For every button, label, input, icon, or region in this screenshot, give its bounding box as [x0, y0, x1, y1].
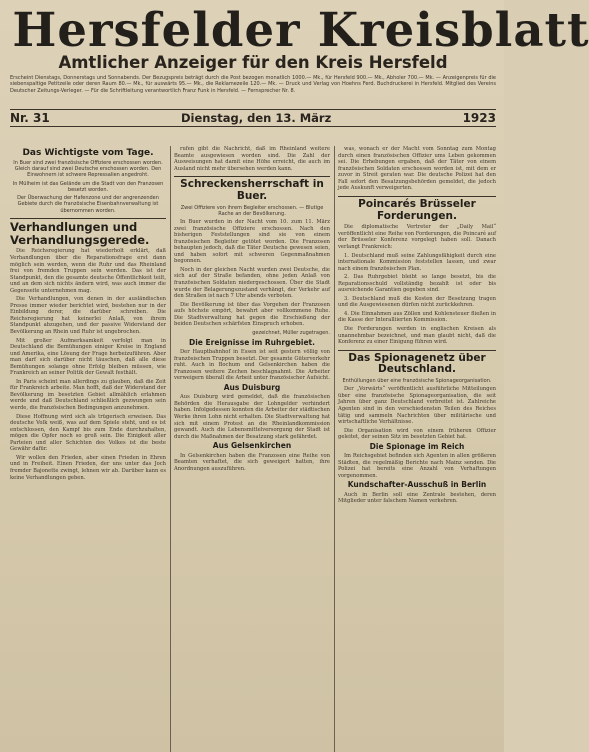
- column-separator: [334, 146, 335, 752]
- article-paragraph: 1. Deutschland muß seine Zahlungsfähigkeit durch eine internationale Kommission feststellen lassen, und zwar nach einem französischen Plan.: [338, 252, 496, 272]
- column-1: [10, 146, 166, 752]
- article-title: Schreckensherrschaft in Buer.: [180, 178, 324, 202]
- column-3: [338, 146, 496, 752]
- section-rule: [174, 176, 330, 177]
- section-rule: [10, 218, 166, 219]
- article-paragraph: In Paris scheint man allerdings zu glauben, daß die Zeit für Frankreich arbeite. Man hofft, daß der Widerstand der Bevölkerung im besetzten Gebiet allmählich erlahmen werde und daß Deutschland schließlich gezwungen sein werde, die französischen Bedingungen anzunehmen.: [10, 378, 166, 412]
- columns: [10, 146, 496, 752]
- subheading: Die Ereignisse im Ruhrgebiet.: [189, 337, 315, 347]
- article-paragraph: Die Reichsregierung hat wiederholt erklärt, daß Verhandlungen über die Reparationsfrage erst dann möglich sein werden, wenn die Ruhr und das Rheinland frei von fremden Truppen sein werden. Das ist der Standpunkt, den die gesamte deutsche Öffentlichkeit teilt, und an dem sich nichts ändern wird, was auch immer die Gegenseite unternehmen mag.: [10, 248, 166, 294]
- article-paragraph: In Gelsenkirchen haben die Franzosen eine Reihe von Beamten verhaftet, die sich geweigert hatten, ihre Anordnungen auszuführen.: [174, 452, 330, 472]
- imprint-notice: Erscheint Dienstags, Donnerstags und Sonnabends. Der Bezugspreis beträgt durch die Post bezogen monatlich 1000.— Mk., für Hersfeld 900.— Mk., Abholer 700.— Mk. — Anzeigenpreis für die siebenspaltige Petitzeile oder deren Raum 80.— Mk., für auswärts 95.— Mk., die Reklamezeile 120.— Mk. — Druck und Verlag von Hoehns Ferd. Buchdruckerei in Hersfeld. Mitglied des Vereins Deutscher Zeitungs-Verleger. — Für die Schriftleitung verantwortlich Franz Funk in Hersfeld. — Fernsprecher Nr. 8.: [10, 75, 496, 94]
- news-summary-item: In Buer sind zwei französische Offiziere erschossen worden. Gleich darauf sind zwei Deutsche erschossen worden. Den Einwohnern ist schwere Repressalien angedroht.: [13, 160, 163, 179]
- subheading: Aus Duisburg: [223, 382, 281, 392]
- article-paragraph: Der „Vorwärts“ veröffentlicht ausführliche Mitteilungen über eine französische Spionageorganisation, die seit Jahren über ganz Deutschland verbreitet ist. Zahlreiche Agenten sind in den verschiedensten Teilen des Reiches tätig und sammeln Nachrichten über militärische und wirtschaftliche Verhältnisse.: [338, 386, 496, 426]
- article-paragraph: Auch in Berlin soll eine Zentrale bestehen, deren Mitglieder unter falschem Namen verkehren.: [338, 491, 496, 505]
- article-paragraph: Die diplomatische Vertreter der „Daily Mail“ veröffentlicht eine Reihe von Forderungen, die Poincaré auf der Brüsseler Konferenz vorgelegt haben soll. Danach verlangt Frankreich:: [338, 224, 496, 250]
- article-title: Das Spionagenetz über Deutschland.: [348, 351, 486, 376]
- subheading: Kundschafter-Ausschuß in Berlin: [347, 480, 487, 490]
- subheading: Aus Gelsenkirchen: [212, 441, 292, 451]
- masthead-subtitle: Amtlicher Anzeiger für den Kreis Hersfeld: [58, 53, 448, 72]
- issue-year: 1923: [462, 111, 496, 125]
- section-rule: [338, 196, 496, 197]
- article-paragraph: Diese Hoffnung wird sich als trügerisch erweisen. Das deutsche Volk weiß, was auf dem Spiele steht, und es ist entschlossen, den Kampf bis zum Ende durchzuhalten, mögen die Opfer noch so groß sein. Die Einigkeit aller Parteien und aller Schichten des Volkes ist die beste Gewähr dafür.: [10, 413, 166, 453]
- article-title: Verhandlungen und Verhandlungsgerede.: [10, 219, 150, 247]
- article-lead: Zwei Offiziere von ihrem Begleiter erschossen. — Blutige Rache an der Bevölkerung.: [180, 204, 324, 217]
- article-paragraph: Aus Duisburg wird gemeldet, daß die französischen Behörden die Herausgabe der Lohngelder verhindert haben. Infolgedessen konnten die Arbeiter der städtischen Werke ihren Lohn nicht erhalten. Die Stadtverwaltung hat sich mit einem Protest an die Rheinlandkommission gewandt. Auch die Lebensmittelversorgung der Stadt ist durch die Maßnahmen der Besatzung stark gefährdet.: [174, 394, 330, 440]
- article-paragraph: Die Bevölkerung ist über das Vorgehen der Franzosen aufs höchste empört, bewahrt aber vollkommene Ruhe. Die Stadtverwaltung hat gegen die Erschießung der beiden Deutschen schärfsten Einspruch erhoben.: [174, 301, 330, 328]
- article-paragraph: Mit großer Aufmerksamkeit verfolgt man in Deutschland die Bemühungen einiger Kreise in England und Amerika, eine Lösung der Frage herbeizuführen. Aber man darf sich darüber nicht täuschen, daß alle diese Bemühungen solange ohne Erfolg bleiben müssen, wie Frankreich an seiner Politik der Gewalt festhält.: [10, 337, 166, 377]
- news-summary-item: Der Überwachung der Hafenzone und der angrenzenden Gebiete durch die französische Eisenbahnverwaltung ist übernommen worden.: [17, 195, 159, 214]
- article-paragraph: In Buer wurden in der Nacht vom 10. zum 11. März zwei französische Offiziere erschossen. Nach den bisherigen Feststellungen sind sie von einem französischen Begleiter getötet worden. Die Franzosen behaupten jedoch, daß die Täter Deutsche gewesen seien, und haben sofort mit schweren Gegenmaßnahmen begonnen.: [174, 219, 330, 265]
- article-paragraph: rufen gibt die Nachricht, daß im Rheinland weitere Beamte ausgewiesen worden sind. Die Zahl der Ausweisungen hat damit eine Höhe erreicht, die auch im Ausland nicht mehr übersehen werden kann.: [174, 146, 330, 172]
- subheading: Die Spionage im Reich: [369, 441, 465, 451]
- article-paragraph: was, wonach er der Macht vom Sonntag zum Montag durch einen französischen Offizier ums Leben gekommen sei. Die Erhebungen ergaben, daß der Täter von einem französischen Soldaten erschossen worden ist, mit dem er zuvor in Streit geraten war. Die deutsche Polizei hat den Fall sofort den Besatzungsbehörden gemeldet, die jedoch jede Auskunft verweigerten.: [338, 146, 496, 192]
- article-signature: gezeichnet, Müller zugetragen.: [252, 329, 330, 336]
- article-paragraph: 2. Das Ruhrgebiet bleibt so lange besetzt, bis die Reparationsschuld vollständig bezahlt ist oder bis ausreichende Garantien gegeben sind.: [338, 274, 496, 294]
- masthead-title: Hersfelder Kreisblatt: [12, 3, 589, 58]
- dateline: [10, 110, 496, 127]
- column-2: [174, 146, 330, 752]
- article-paragraph: 3. Deutschland muß die Kosten der Besetzung tragen und die Ausgewiesenen dürfen nicht zurückkehren.: [338, 295, 496, 309]
- article-paragraph: 4. Die Einnahmen aus Zöllen und Kohlensteuer fließen in die Kasse der Interalliierten Kommission.: [338, 310, 496, 324]
- article-paragraph: Noch in der gleichen Nacht wurden zwei Deutsche, die sich auf der Straße befanden, ohne jeden Anlaß von französischen Soldaten niedergeschossen. Über die Stadt wurde der Belagerungszustand verhängt, der Verkehr auf den Straßen ist nach 7 Uhr abends verboten.: [174, 266, 330, 300]
- article-paragraph: Die Organisation wird von einem früheren Offizier geleitet, der seinen Sitz im besetzten Gebiet hat.: [338, 427, 496, 441]
- article-paragraph: Die Forderungen werden in englischen Kreisen als unannehmbar bezeichnet, und man glaubt nicht, daß die Konferenz zu einer Einigung führen wird.: [338, 325, 496, 346]
- column-separator: [170, 146, 171, 752]
- issue-number: Nr. 31: [10, 111, 50, 125]
- article-title: Poincarés Brüsseler Forderungen.: [358, 197, 476, 222]
- article-paragraph: Im Reichsgebiet befinden sich Agenten in allen größeren Städten, die regelmäßig Berichte nach Mainz senden. Die Polizei hat bereits eine Anzahl von Verhaftungen vorgenommen.: [338, 453, 496, 479]
- issue-date: Dienstag, den 13. März: [180, 111, 332, 125]
- article-paragraph: Der Hauptbahnhof in Essen ist seit gestern völlig von französischen Truppen besetzt. Der gesamte Güterverkehr ruht. Auch in Bochum und Gelsenkirchen haben die Franzosen weitere Zechen beschlagnahmt. Die Arbeiter verweigern überall die Arbeit unter französischer Aufsicht.: [174, 349, 330, 382]
- section-rule: [338, 350, 496, 351]
- news-summary-title: Das Wichtigste vom Tage.: [22, 148, 154, 158]
- article-paragraph: Wir wollen den Frieden, aber einen Frieden in Ehren und in Freiheit. Einen Frieden, der uns unter das Joch fremder Bajonette zwingt, lehnen wir ab. Darüber kann es keine Verhandlungen geben.: [10, 454, 166, 481]
- article-lead: Enthüllungen über eine französische Spionageorganisation.: [342, 378, 492, 385]
- news-summary-item: In Mülheim ist das Gelände um die Stadt von den Franzosen besetzt worden.: [12, 180, 164, 193]
- article-paragraph: Die Verhandlungen, von denen in der ausländischen Presse immer wieder berichtet wird, bestehen nur in der Einbildung derer, die darüber schreiben. Die Reichsregierung hat keinerlei Anlaß, von ihrem Standpunkt abzugehen, und der passive Widerstand der Bevölkerung an Rhein und Ruhr ist ungebrochen.: [10, 296, 166, 336]
